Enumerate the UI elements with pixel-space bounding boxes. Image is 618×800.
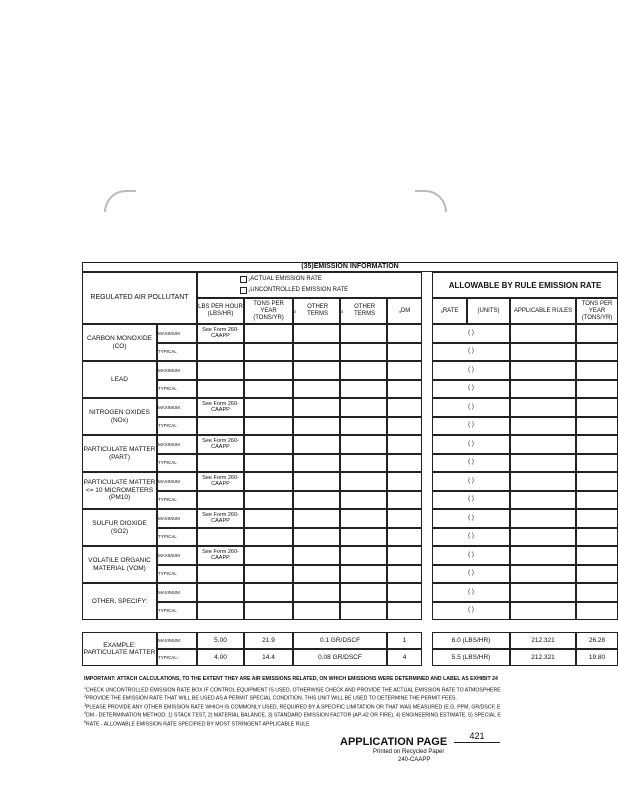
example-dm: 4 bbox=[387, 649, 422, 666]
rate-units-cell[interactable]: ( ) bbox=[432, 546, 510, 565]
emission-value-cell[interactable] bbox=[340, 602, 387, 621]
footnote-marker: 1 bbox=[248, 288, 251, 293]
emission-value-cell[interactable] bbox=[293, 583, 340, 602]
emission-value-cell[interactable] bbox=[244, 343, 293, 362]
tons-per-year-header: TONS PER YEAR (TONS/YR) bbox=[244, 298, 293, 324]
footnote-marker: 1 bbox=[248, 277, 251, 282]
lbs-per-hour-cell[interactable] bbox=[197, 528, 244, 547]
tons-per-year-right-cell[interactable] bbox=[576, 435, 618, 454]
emission-value-cell[interactable] bbox=[293, 491, 340, 510]
rate-units-cell[interactable]: ( ) bbox=[432, 380, 510, 399]
lbs-per-hour-cell[interactable] bbox=[197, 565, 244, 584]
footnote-text: CHECK UNCONTROLLED EMISSION RATE BOX IF CONTROL EQUIPMENT IS USED, OTHERWISE CHECK AND PROVIDE THE ACTUAL EMISSION RATE TO ATMOSPHERE bbox=[85, 687, 501, 694]
emission-value-cell[interactable] bbox=[387, 380, 422, 399]
lbs-per-hour-cell[interactable] bbox=[197, 454, 244, 473]
rate-units-cell[interactable]: ( ) bbox=[432, 417, 510, 436]
emission-value-cell[interactable] bbox=[340, 546, 387, 565]
emission-value-cell[interactable] bbox=[244, 583, 293, 602]
footnote bbox=[84, 719, 310, 728]
emission-value-cell[interactable] bbox=[244, 565, 293, 584]
row-label-maximum: MAXIMUM bbox=[157, 361, 197, 380]
footnote-marker: 5 bbox=[440, 308, 443, 314]
row-label-maximum: MAXIMUM bbox=[157, 472, 197, 491]
pollutant-header: REGULATED AIR POLLUTANT bbox=[82, 272, 197, 324]
emission-value-cell[interactable] bbox=[387, 361, 422, 380]
application-page-label: APPLICATION PAGE bbox=[340, 736, 448, 748]
emission-value-cell[interactable] bbox=[340, 417, 387, 436]
lbs-per-hour-cell[interactable] bbox=[197, 583, 244, 602]
emission-value-cell[interactable] bbox=[387, 509, 422, 528]
tons-per-year-right-cell[interactable] bbox=[576, 509, 618, 528]
row-label-typical: TYPICAL bbox=[157, 380, 197, 399]
lbs-per-hour-cell[interactable]: See Form 260-CAAPP bbox=[197, 324, 244, 343]
units-header: (UNITS) bbox=[467, 298, 510, 324]
footnote-text: PROVIDE THE EMISSION RATE THAT WILL BE USED AS A PERMIT SPECIAL CONDITION. THIS UNIT WILL BE USED TO DETERMINE THE PERMIT FEES. bbox=[85, 695, 457, 702]
other-terms-2-header bbox=[340, 298, 387, 324]
emission-value-cell[interactable] bbox=[340, 472, 387, 491]
emission-value-cell[interactable] bbox=[244, 491, 293, 510]
footnote-marker: 3 bbox=[84, 702, 86, 707]
rate-header bbox=[432, 298, 467, 324]
emission-value-cell[interactable] bbox=[293, 454, 340, 473]
emission-value-cell[interactable] bbox=[293, 472, 340, 491]
lbs-per-hour-cell[interactable] bbox=[197, 602, 244, 621]
pollutant-name: VOLATILE ORGANIC MATERIAL (VOM) bbox=[82, 546, 157, 583]
example-dm: 1 bbox=[387, 632, 422, 649]
applicable-rules-cell[interactable] bbox=[510, 528, 576, 547]
footnote-text: IMPORTANT: ATTACH CALCULATIONS, TO THE EXTENT THEY ARE AIR EMISSIONS RELATED, ON WHICH EMISSIONS WERE DETERMINED AND LABEL AS EXHIBIT 24 bbox=[84, 676, 498, 682]
rate-units-cell[interactable]: ( ) bbox=[432, 491, 510, 510]
emission-value-cell[interactable] bbox=[244, 546, 293, 565]
pollutant-name: CARBON MONOXIDE (CO) bbox=[82, 324, 157, 361]
emission-value-cell[interactable] bbox=[387, 602, 422, 621]
pollutant-name: SULFUR DIOXIDE (SO2) bbox=[82, 509, 157, 546]
applicable-rules-cell[interactable] bbox=[510, 509, 576, 528]
tons-per-year-right-cell[interactable] bbox=[576, 417, 618, 436]
pollutant-name: NITROGEN OXIDES (NOx) bbox=[82, 398, 157, 435]
emission-value-cell[interactable] bbox=[293, 546, 340, 565]
footnote bbox=[84, 710, 501, 719]
applicable-rules-cell[interactable] bbox=[510, 583, 576, 602]
footnote-marker: 4 bbox=[84, 711, 86, 715]
section-title: (35)EMISSION INFORMATION bbox=[82, 262, 618, 272]
emission-value-cell[interactable] bbox=[293, 528, 340, 547]
emission-value-cell[interactable] bbox=[244, 435, 293, 454]
lbs-per-hour-cell[interactable]: See Form 260-CAAPP bbox=[197, 509, 244, 528]
emission-value-cell[interactable] bbox=[340, 528, 387, 547]
emission-value-cell[interactable] bbox=[387, 417, 422, 436]
row-label-maximum: MAXIMUM bbox=[157, 435, 197, 454]
other-terms-header bbox=[293, 298, 340, 324]
example-lbs: 5.00 bbox=[197, 632, 244, 649]
emission-value-cell[interactable] bbox=[340, 435, 387, 454]
emission-value-cell[interactable] bbox=[340, 565, 387, 584]
row-label-maximum: MAXIMUM bbox=[157, 546, 197, 565]
applicable-rules-cell[interactable] bbox=[510, 343, 576, 362]
emission-value-cell[interactable] bbox=[340, 583, 387, 602]
footnote bbox=[84, 685, 501, 694]
emission-value-cell[interactable] bbox=[244, 417, 293, 436]
pollutant-name: PARTICULATE MATTER <= 10 MICROMETERS (PM10) bbox=[82, 472, 157, 509]
emission-value-cell[interactable] bbox=[293, 324, 340, 343]
emission-value-cell[interactable] bbox=[293, 565, 340, 584]
lbs-per-hour-cell[interactable]: See Form 260-CAAPP bbox=[197, 398, 244, 417]
emission-value-cell[interactable] bbox=[387, 546, 422, 565]
row-label-maximum: MAXIMUM bbox=[157, 583, 197, 602]
rate-units-cell[interactable]: ( ) bbox=[432, 509, 510, 528]
emission-value-cell[interactable] bbox=[244, 398, 293, 417]
rate-units-cell[interactable]: ( ) bbox=[432, 583, 510, 602]
emission-value-cell[interactable] bbox=[293, 509, 340, 528]
example-tons: 21.9 bbox=[244, 632, 293, 649]
emission-value-cell[interactable] bbox=[244, 454, 293, 473]
emission-value-cell[interactable] bbox=[244, 602, 293, 621]
applicable-rules-cell[interactable] bbox=[510, 565, 576, 584]
row-label-maximum: MAXIMUM bbox=[157, 398, 197, 417]
example-rules: 212.321 bbox=[510, 632, 576, 649]
applicable-rules-cell[interactable] bbox=[510, 602, 576, 621]
checkbox-label bbox=[248, 275, 378, 284]
emission-value-cell[interactable] bbox=[340, 454, 387, 473]
applicable-rules-cell[interactable] bbox=[510, 435, 576, 454]
footnote-text: PLEASE PROVIDE ANY OTHER EMISSION RATE WHICH IS COMMONLY USED, REQUIRED BY A SPECIFIC LIMITATION OR THAT WAS MEASURED (E.G. PPM, GR/DSCF, E bbox=[85, 704, 501, 711]
rate-units-cell[interactable]: ( ) bbox=[432, 602, 510, 621]
footnote-marker: 1 bbox=[84, 685, 86, 690]
rate-units-cell[interactable]: ( ) bbox=[432, 361, 510, 380]
rate-units-cell[interactable]: ( ) bbox=[432, 528, 510, 547]
tons-per-year-right-cell[interactable] bbox=[576, 583, 618, 602]
tons-per-year-right-cell[interactable] bbox=[576, 602, 618, 621]
pollutant-name: OTHER, SPECIFY: bbox=[82, 583, 157, 620]
form-id: 240-CAAPP bbox=[398, 757, 431, 763]
footnote bbox=[84, 702, 500, 711]
rate-units-cell[interactable]: ( ) bbox=[432, 565, 510, 584]
checkbox-text: UNCONTROLLED EMISSION RATE bbox=[250, 287, 349, 293]
dm-header-label: DM bbox=[400, 307, 411, 314]
applicable-rules-cell[interactable] bbox=[510, 324, 576, 343]
example-tons-right: 26.28 bbox=[576, 632, 618, 649]
lbs-per-hour-header: LBS PER HOUR (LBS/HR) bbox=[197, 298, 244, 324]
tons-per-year-right-cell[interactable] bbox=[576, 491, 618, 510]
emission-value-cell[interactable] bbox=[293, 417, 340, 436]
example-name: EXAMPLE: PARTICULATE MATTER bbox=[82, 632, 157, 666]
scan-artifact-right bbox=[415, 190, 447, 212]
applicable-rules-cell[interactable] bbox=[510, 361, 576, 380]
row-label-typical: TYPICAL bbox=[157, 417, 197, 436]
applicable-rules-cell[interactable] bbox=[510, 398, 576, 417]
important-note bbox=[84, 676, 498, 682]
emission-rate-checkbox[interactable] bbox=[240, 287, 247, 294]
rate-units-cell[interactable]: ( ) bbox=[432, 324, 510, 343]
tons-per-year-right-cell[interactable] bbox=[576, 398, 618, 417]
row-label-maximum: MAXIMUM bbox=[157, 324, 197, 343]
tons-per-year-right-header: TONS PER YEAR (TONS/YR) bbox=[576, 298, 618, 324]
tons-per-year-right-cell[interactable] bbox=[576, 343, 618, 362]
applicable-rules-cell[interactable] bbox=[510, 454, 576, 473]
emission-value-cell[interactable] bbox=[244, 324, 293, 343]
example-other-terms: 0.08 GR/DSCF bbox=[293, 649, 387, 666]
rate-header-label: RATE bbox=[442, 307, 459, 314]
lbs-per-hour-cell[interactable] bbox=[197, 491, 244, 510]
tons-per-year-right-cell[interactable] bbox=[576, 472, 618, 491]
application-page-number: 421 bbox=[454, 731, 500, 743]
footnote-marker: 5 bbox=[84, 719, 86, 724]
applicable-rules-cell[interactable] bbox=[510, 417, 576, 436]
applicable-rules-cell[interactable] bbox=[510, 491, 576, 510]
lbs-per-hour-cell[interactable] bbox=[197, 380, 244, 399]
tons-per-year-right-cell[interactable] bbox=[576, 565, 618, 584]
row-label-maximum: MAXIMUM bbox=[157, 509, 197, 528]
other-terms-2-header-label: OTHER TERMS bbox=[354, 304, 376, 317]
tons-per-year-right-cell[interactable] bbox=[576, 361, 618, 380]
rate-units-cell[interactable]: ( ) bbox=[432, 454, 510, 473]
applicable-rules-header: APPLICABLE RULES bbox=[510, 298, 576, 324]
emission-value-cell[interactable] bbox=[387, 583, 422, 602]
emission-value-cell[interactable] bbox=[340, 509, 387, 528]
scan-artifact-left bbox=[104, 190, 136, 212]
footnote bbox=[84, 693, 457, 702]
example-tons: 14.4 bbox=[244, 649, 293, 666]
emission-value-cell[interactable] bbox=[387, 435, 422, 454]
row-label-typical: TYPICAL bbox=[157, 528, 197, 547]
lbs-per-hour-cell[interactable] bbox=[197, 343, 244, 362]
emission-value-cell[interactable] bbox=[387, 565, 422, 584]
emission-value-cell[interactable] bbox=[387, 324, 422, 343]
emission-value-cell[interactable] bbox=[244, 509, 293, 528]
emission-value-cell[interactable] bbox=[340, 343, 387, 362]
rate-units-cell[interactable]: ( ) bbox=[432, 472, 510, 491]
emission-value-cell[interactable] bbox=[387, 454, 422, 473]
emission-value-cell[interactable] bbox=[293, 361, 340, 380]
footnote-text: DM - DETERMINATION METHOD: 1) STACK TEST, 2) MATERIAL BALANCE, 3) STANDARD EMISSION FACTOR (AP-42 OR FIRE), 4) ENGINEERING ESTIMATE, 5) SPECIAL E bbox=[85, 712, 501, 719]
rate-units-cell[interactable]: ( ) bbox=[432, 343, 510, 362]
row-label-typical: TYPICAL bbox=[157, 491, 197, 510]
example-row-label: MAXIMUM: bbox=[157, 632, 197, 649]
emission-value-cell[interactable] bbox=[340, 398, 387, 417]
lbs-per-hour-cell[interactable]: See Form 260-CAAPP bbox=[197, 472, 244, 491]
emission-value-cell[interactable] bbox=[387, 398, 422, 417]
emission-value-cell[interactable] bbox=[387, 472, 422, 491]
emission-value-cell[interactable] bbox=[340, 491, 387, 510]
emission-value-cell[interactable] bbox=[387, 491, 422, 510]
example-tons-right: 19.80 bbox=[576, 649, 618, 666]
emission-value-cell[interactable] bbox=[340, 361, 387, 380]
row-label-typical: TYPICAL bbox=[157, 602, 197, 621]
applicable-rules-cell[interactable] bbox=[510, 380, 576, 399]
lbs-per-hour-cell[interactable]: See Form 260-CAAPP bbox=[197, 546, 244, 565]
applicable-rules-cell[interactable] bbox=[510, 472, 576, 491]
checkbox-label bbox=[248, 286, 378, 295]
emission-value-cell[interactable] bbox=[244, 528, 293, 547]
emission-value-cell[interactable] bbox=[293, 398, 340, 417]
tons-per-year-right-cell[interactable] bbox=[576, 324, 618, 343]
other-terms-header-label: OTHER TERMS bbox=[307, 304, 329, 317]
emission-value-cell[interactable] bbox=[387, 343, 422, 362]
tons-per-year-right-cell[interactable] bbox=[576, 546, 618, 565]
pollutant-name: LEAD bbox=[82, 361, 157, 398]
example-rules: 212.321 bbox=[510, 649, 576, 666]
emission-value-cell[interactable] bbox=[340, 380, 387, 399]
applicable-rules-cell[interactable] bbox=[510, 546, 576, 565]
example-lbs: 4.00 bbox=[197, 649, 244, 666]
dm-header bbox=[387, 298, 422, 324]
footnote-marker: 3 bbox=[341, 308, 344, 314]
tons-per-year-right-cell[interactable] bbox=[576, 380, 618, 399]
emission-rate-checkbox[interactable] bbox=[240, 276, 247, 283]
emission-value-cell[interactable] bbox=[244, 472, 293, 491]
lbs-per-hour-cell[interactable] bbox=[197, 361, 244, 380]
example-other-terms: 0.1 GR/DSCF bbox=[293, 632, 387, 649]
emission-value-cell[interactable] bbox=[244, 380, 293, 399]
lbs-per-hour-cell[interactable] bbox=[197, 417, 244, 436]
emission-value-cell[interactable] bbox=[293, 602, 340, 621]
rate-units-cell[interactable]: ( ) bbox=[432, 398, 510, 417]
emission-value-cell[interactable] bbox=[244, 361, 293, 380]
printed-note: Printed on Recycled Paper bbox=[373, 749, 445, 755]
tons-per-year-right-cell[interactable] bbox=[576, 528, 618, 547]
tons-per-year-right-cell[interactable] bbox=[576, 454, 618, 473]
example-rate: 5.5 (LBS/HR) bbox=[432, 649, 510, 666]
pollutant-name: PARTICULATE MATTER (PART) bbox=[82, 435, 157, 472]
emission-value-cell[interactable] bbox=[293, 343, 340, 362]
footnote-marker: 2 bbox=[84, 694, 86, 698]
emission-information-form bbox=[82, 262, 618, 682]
checkbox-text: ACTUAL EMISSION RATE bbox=[250, 276, 322, 282]
lbs-per-hour-cell[interactable]: See Form 260-CAAPP bbox=[197, 435, 244, 454]
emission-value-cell[interactable] bbox=[387, 528, 422, 547]
rate-units-cell[interactable]: ( ) bbox=[432, 435, 510, 454]
emission-value-cell[interactable] bbox=[340, 324, 387, 343]
row-label-typical: TYPICAL bbox=[157, 454, 197, 473]
allowable-rule-title: ALLOWABLE BY RULE EMISSION RATE bbox=[432, 272, 618, 298]
example-row-label: TYPICAL: bbox=[157, 649, 197, 666]
row-label-typical: TYPICAL bbox=[157, 343, 197, 362]
emission-value-cell[interactable] bbox=[293, 380, 340, 399]
footnote-marker: 2 bbox=[294, 308, 297, 314]
footnote-text: RATE - ALLOWABLE EMISSION RATE SPECIFIED BY MOST STRINGENT APPLICABLE RULE bbox=[85, 721, 310, 728]
footnote-marker: 4 bbox=[398, 308, 401, 314]
emission-value-cell[interactable] bbox=[293, 435, 340, 454]
example-rate: 6.0 (LBS/HR) bbox=[432, 632, 510, 649]
row-label-typical: TYPICAL bbox=[157, 565, 197, 584]
